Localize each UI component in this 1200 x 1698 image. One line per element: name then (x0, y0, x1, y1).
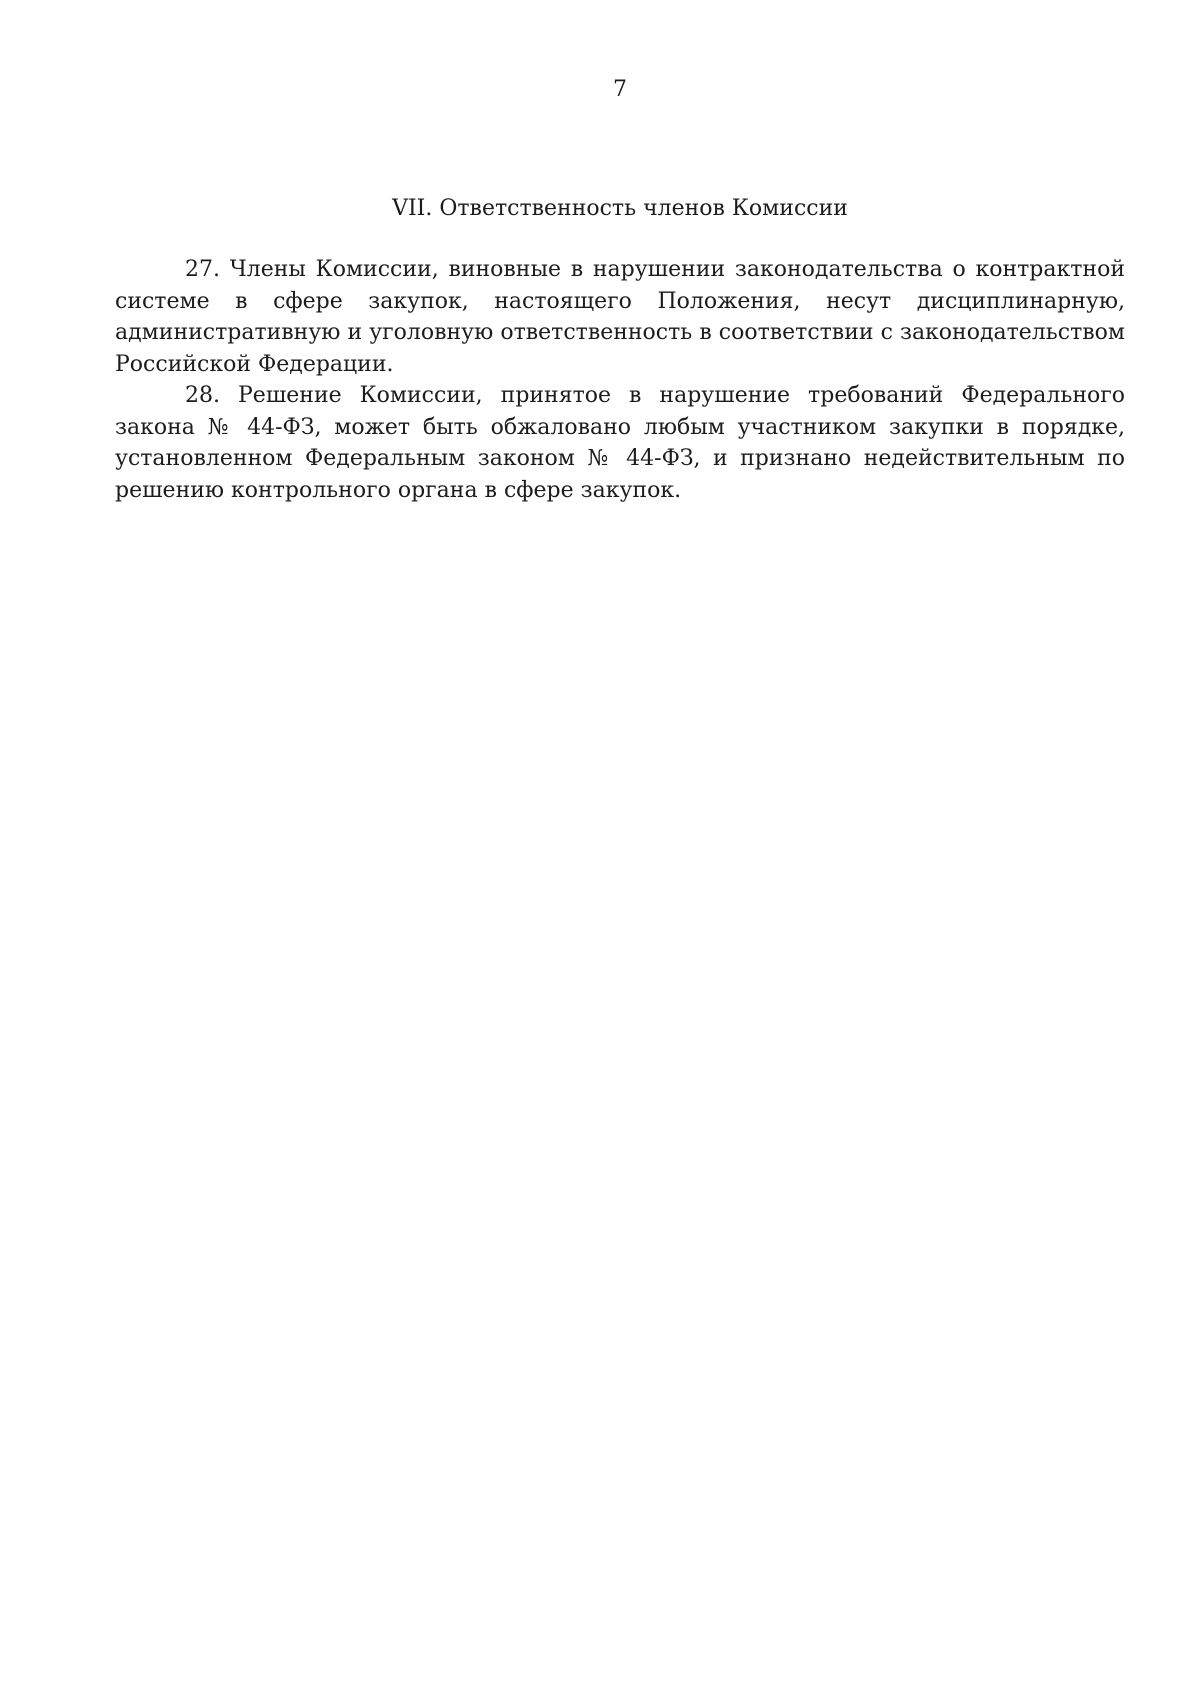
paragraph-27: 27. Члены Комиссии, виновные в нарушении законодательства о контрактной системе в сфере закупок, настоящего Положения, несут дисциплинарную, административную и уголовную ответственность в соответствии с законодательством Российской Федерации. (115, 257, 1125, 377)
page-number: 7 (613, 77, 627, 102)
paragraph-28: 28. Решение Комиссии, принятое в нарушение требований Федерального закона № 44-ФЗ, может быть обжаловано любым участником закупки в порядке, установленном Федеральным законом № 44-ФЗ, и признано недействительным по решению контрольного органа в сфере закупок. (115, 383, 1125, 503)
section-title: VII. Ответственность членов Комиссии (392, 196, 848, 221)
document-body (115, 254, 1125, 506)
